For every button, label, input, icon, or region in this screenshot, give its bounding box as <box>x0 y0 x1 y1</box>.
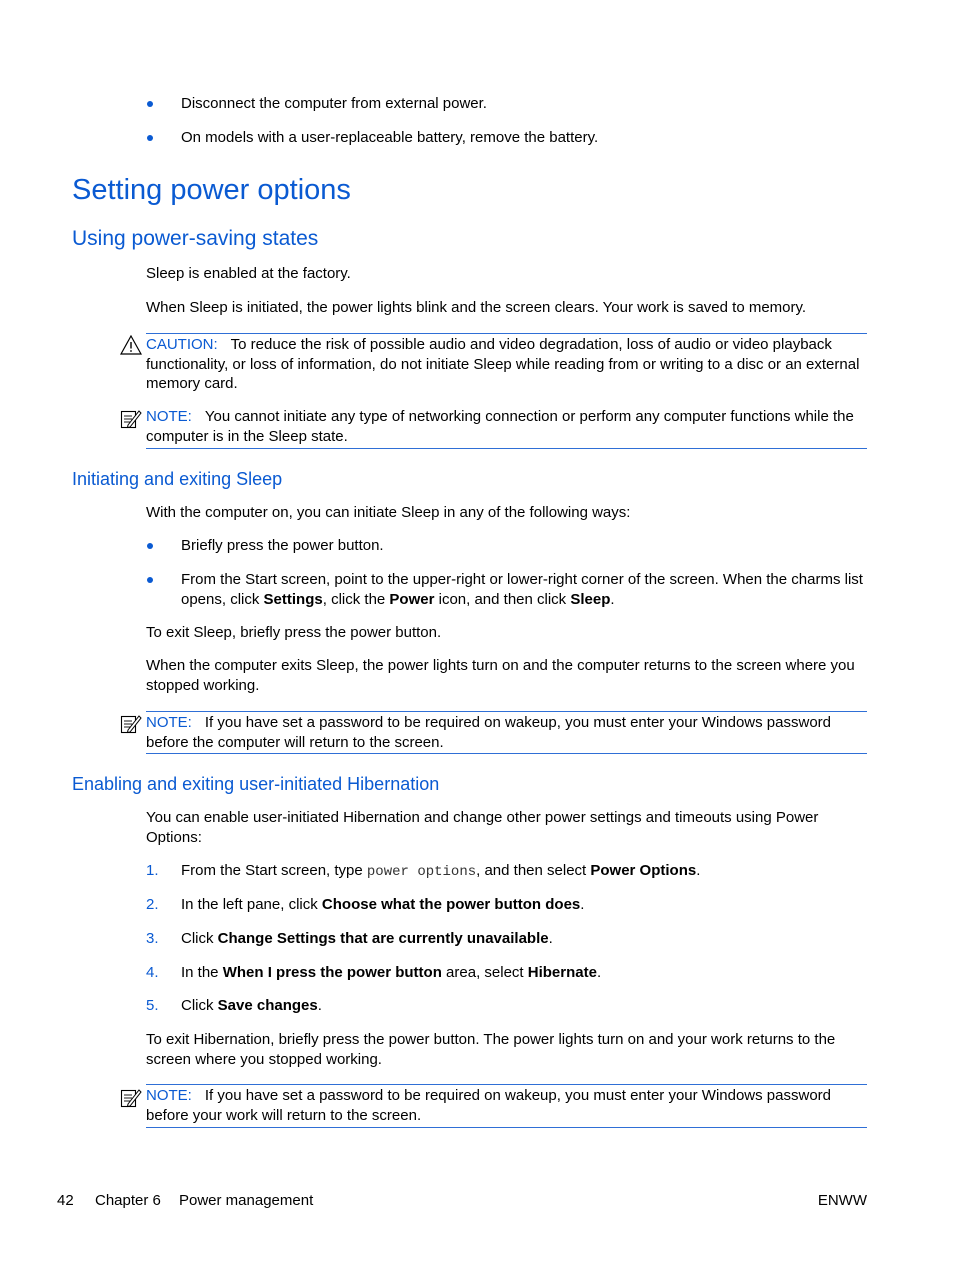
note-label: NOTE: <box>146 408 192 425</box>
note-label: NOTE: <box>146 1087 192 1104</box>
list-item: Disconnect the computer from external power. <box>181 95 487 112</box>
notice-bottom-rule <box>146 1127 867 1128</box>
note-notice <box>146 1086 868 1125</box>
paragraph: To exit Sleep, briefly press the power button. <box>146 624 442 641</box>
page-title: Setting power options <box>72 174 351 206</box>
list-item: On models with a user-replaceable battery, remove the battery. <box>181 129 599 146</box>
note-pad-icon <box>120 1087 142 1115</box>
footer-chapter-title: Power management <box>179 1192 314 1209</box>
notice-top-rule <box>146 333 867 334</box>
step-number: 3. <box>146 930 159 947</box>
section-heading-power-saving: Using power-saving states <box>72 227 319 250</box>
list-item: Briefly press the power button. <box>181 537 384 554</box>
power-term: Power <box>389 590 435 608</box>
bullet-marker <box>147 135 153 141</box>
bullet-marker <box>147 543 153 549</box>
note-text: If you have set a password to be required on wakeup, you must enter your Windows password before your work will return to the screen. <box>146 1087 832 1124</box>
note-pad-icon <box>120 713 142 741</box>
paragraph: To exit Hibernation, briefly press the power button. The power lights turn on and your work returns to the screen where you stopped working. <box>146 1031 836 1068</box>
list-item: Click Save changes. <box>181 997 322 1014</box>
section-heading-sleep: Initiating and exiting Sleep <box>72 469 283 489</box>
step-number: 2. <box>146 896 159 913</box>
step-number: 1. <box>146 862 159 879</box>
note-text: If you have set a password to be required on wakeup, you must enter your Windows password before the computer will return to the screen. <box>146 714 832 751</box>
notice-bottom-rule <box>146 448 867 449</box>
list-item: From the Start screen, point to the upper-right or lower-right corner of the screen. When the charms list opens, click Settings, click the Power icon, and then click Sleep. <box>181 571 863 608</box>
footer-enww: ENWW <box>817 1192 867 1209</box>
section-heading-hibernation: Enabling and exiting user-initiated Hibernation <box>72 774 440 794</box>
note-notice <box>146 407 868 446</box>
page-number: 42 <box>57 1192 74 1209</box>
notice-top-rule <box>146 711 867 712</box>
note-notice <box>146 713 868 752</box>
list-item: In the left pane, click Choose what the power button does. <box>181 896 585 913</box>
step-number: 4. <box>146 964 159 981</box>
note-label: NOTE: <box>146 714 192 731</box>
footer-chapter: Chapter 6 <box>95 1192 161 1209</box>
bullet-marker <box>147 577 153 583</box>
step-number: 5. <box>146 997 159 1014</box>
paragraph: With the computer on, you can initiate Sleep in any of the following ways: <box>146 504 631 521</box>
list-item: Click Change Settings that are currently unavailable. <box>181 930 553 947</box>
caution-text: To reduce the risk of possible audio and video degradation, loss of audio or video playback functionality, or loss of information, do not initiate Sleep while reading from or writing to a disc or an external memory card. <box>146 336 860 392</box>
note-pad-icon <box>120 408 142 436</box>
notice-top-rule <box>146 1084 867 1085</box>
caution-triangle-icon <box>120 335 142 361</box>
settings-term: Settings <box>263 590 323 608</box>
caution-label: CAUTION: <box>146 336 218 353</box>
paragraph: When the computer exits Sleep, the power lights turn on and the computer returns to the screen where you stopped working. <box>146 657 855 694</box>
list-item: In the When I press the power button area, select Hibernate. <box>181 964 602 981</box>
notice-bottom-rule <box>146 753 867 754</box>
caution-notice <box>146 335 868 394</box>
bullet-marker <box>147 101 153 107</box>
list-item: From the Start screen, type power options, and then select Power Options. <box>181 862 701 880</box>
paragraph: Sleep is enabled at the factory. <box>146 265 351 282</box>
paragraph: When Sleep is initiated, the power lights blink and the screen clears. Your work is saved to memory. <box>146 299 807 316</box>
paragraph: You can enable user-initiated Hibernation and change other power settings and timeouts using Power Options: <box>146 809 819 846</box>
sleep-term: Sleep <box>570 590 611 608</box>
code-text: power options <box>366 864 477 880</box>
note-text: You cannot initiate any type of networking connection or perform any computer functions while the computer is in the Sleep state. <box>146 408 854 445</box>
